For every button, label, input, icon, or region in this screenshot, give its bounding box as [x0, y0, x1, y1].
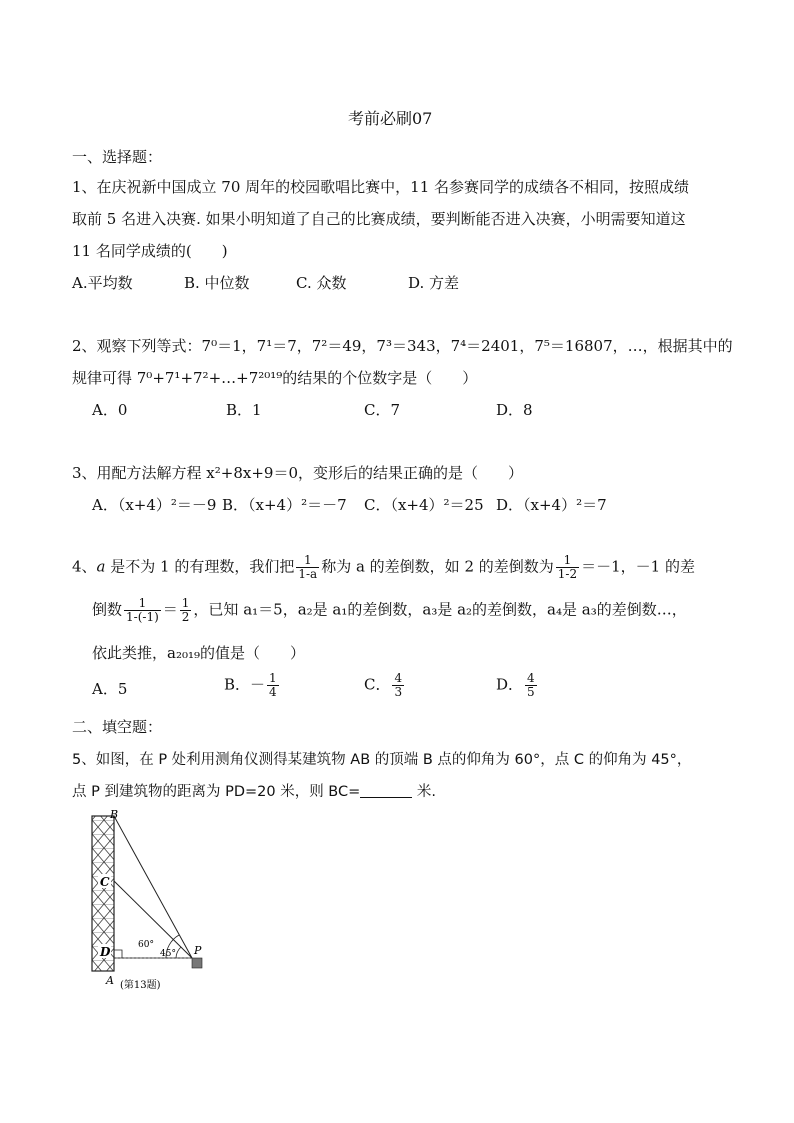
- fraction-numerator: 4: [527, 671, 535, 685]
- q5-line1: 5、如图，在 P 处利用测角仪测得某建筑物 AB 的顶端 B 点的仰角为 60°，点 C 的仰角为 45°，: [72, 752, 692, 768]
- fraction-denominator: 5: [527, 685, 535, 699]
- q2-option-b[interactable]: B．1: [226, 401, 262, 419]
- label-b: B: [110, 808, 119, 821]
- q1-line1: 1、在庆祝新中国成立 70 周年的校园歌唱比赛中，11 名参赛同学的成绩各不相同，按照成绩: [72, 178, 690, 196]
- fraction-denominator: 3: [394, 685, 403, 699]
- page-title: 考前必刷07: [348, 109, 433, 128]
- q2-term: 7³＝343，: [376, 337, 451, 355]
- fraction-numerator: 1: [563, 553, 572, 567]
- answer-blank[interactable]: [360, 783, 412, 798]
- q2-term: 7⁵＝16807，…，根据其中的: [534, 337, 733, 355]
- q4-text: 是不为 1 的有理数，我们把: [105, 557, 295, 576]
- q1-option-d[interactable]: D. 方差: [408, 274, 460, 292]
- q5-text: 米.: [412, 784, 436, 800]
- fraction-denominator: 1-2: [557, 567, 578, 581]
- label-p: P: [194, 944, 202, 957]
- q2-option-d[interactable]: D．8: [496, 401, 533, 419]
- q4-line2: [92, 597, 687, 624]
- q4-option-a[interactable]: A．5: [92, 680, 128, 698]
- q1-line3: 11 名同学成绩的( ): [72, 242, 228, 260]
- fraction: [556, 554, 579, 581]
- q3-option-a[interactable]: A．（x+4）²＝－9: [92, 496, 217, 514]
- sight-line-to-b: [114, 816, 192, 958]
- fraction-numerator: 4: [394, 671, 403, 685]
- q2-line1: [72, 335, 733, 356]
- q3-option-d[interactable]: D．（x+4）²＝7: [496, 496, 607, 514]
- instrument-p: [192, 958, 202, 968]
- option-label: C．: [364, 675, 391, 694]
- q2-term: 7⁴＝2401，: [450, 337, 535, 355]
- q4-line1: [72, 554, 695, 581]
- fraction-numerator: 1: [303, 553, 312, 567]
- q3-option-c[interactable]: C．（x+4）²＝25: [364, 496, 484, 514]
- q4-number: 4、: [72, 557, 97, 576]
- fraction-denominator: 2: [181, 610, 190, 624]
- q2-line2: 规律可得 7⁰+7¹+7²+…+7²⁰¹⁹的结果的个位数字是（ ）: [72, 369, 478, 387]
- option-label: B．－: [224, 675, 266, 694]
- q5-line2: [72, 780, 436, 801]
- q2-option-a[interactable]: A．0: [92, 401, 128, 419]
- q2-term: 7⁰＝1，: [201, 337, 257, 355]
- label-d: D: [100, 945, 111, 959]
- q2-term: 7²＝49，: [311, 337, 377, 355]
- q4-text: ＝: [162, 600, 178, 619]
- fraction-numerator: 1: [269, 671, 277, 685]
- label-c: C: [100, 875, 110, 889]
- q4-option-c[interactable]: [364, 672, 406, 699]
- q1-option-b[interactable]: B. 中位数: [184, 274, 250, 292]
- q4-line3: 依此类推，a₂₀₁₉的值是（ ）: [92, 644, 305, 662]
- q3-line1: 3、用配方法解方程 x²+8x+9＝0，变形后的结果正确的是（ ）: [72, 464, 524, 482]
- section-fill-heading: 二、填空题：: [72, 718, 163, 736]
- q5-text: 点 P 到建筑物的距离为 PD=20 米，则 BC=: [72, 784, 361, 800]
- q2-option-c[interactable]: C．7: [364, 401, 401, 419]
- q1-line2: 取前 5 名进入决赛. 如果小明知道了自己的比赛成绩，要判断能否进入决赛，小明需要知道这: [72, 210, 686, 228]
- q4-text: ，已知 a₁＝5，a₂是 a₁的差倒数，a₃是 a₂的差倒数，a₄是 a₃的差倒数…，: [193, 600, 687, 619]
- geometry-figure: [80, 806, 230, 996]
- right-angle-marker: [114, 950, 122, 958]
- q4-text: 称为 a 的差倒数，如 2 的差倒数为: [321, 557, 554, 576]
- fraction: [180, 597, 192, 624]
- fraction-denominator: 1-(-1): [126, 610, 159, 624]
- q4-text: 倒数: [92, 600, 123, 619]
- fraction-numerator: 1: [181, 596, 190, 610]
- angle-label-45: 45°: [160, 949, 176, 959]
- fraction: [392, 672, 404, 699]
- section-choice-heading: 一、选择题：: [72, 148, 163, 166]
- fraction: [124, 597, 161, 624]
- angle-arc-45: [176, 947, 181, 958]
- fraction: [525, 672, 537, 699]
- fraction-denominator: 4: [269, 685, 277, 699]
- fraction-numerator: 1: [138, 596, 147, 610]
- q1-option-a[interactable]: A.平均数: [72, 274, 133, 292]
- q4-option-d[interactable]: [496, 672, 539, 699]
- option-label: D．: [496, 675, 524, 694]
- q2-prefix: 2、观察下列等式：: [72, 337, 202, 355]
- figure-caption: (第13题): [120, 980, 161, 991]
- label-a: A: [106, 974, 114, 987]
- q4-option-b[interactable]: [224, 672, 281, 699]
- q4-var-a: a: [96, 557, 106, 576]
- q1-option-c[interactable]: C. 众数: [296, 274, 347, 292]
- fraction: [296, 554, 319, 581]
- angle-label-60: 60°: [138, 940, 154, 950]
- q4-text: ＝－1，－1 的差: [581, 557, 695, 576]
- q3-option-b[interactable]: B．（x+4）²＝－7: [222, 496, 347, 514]
- fraction: [267, 672, 279, 699]
- fraction-denominator: 1-a: [298, 567, 318, 581]
- q2-term: 7¹＝7，: [256, 337, 312, 355]
